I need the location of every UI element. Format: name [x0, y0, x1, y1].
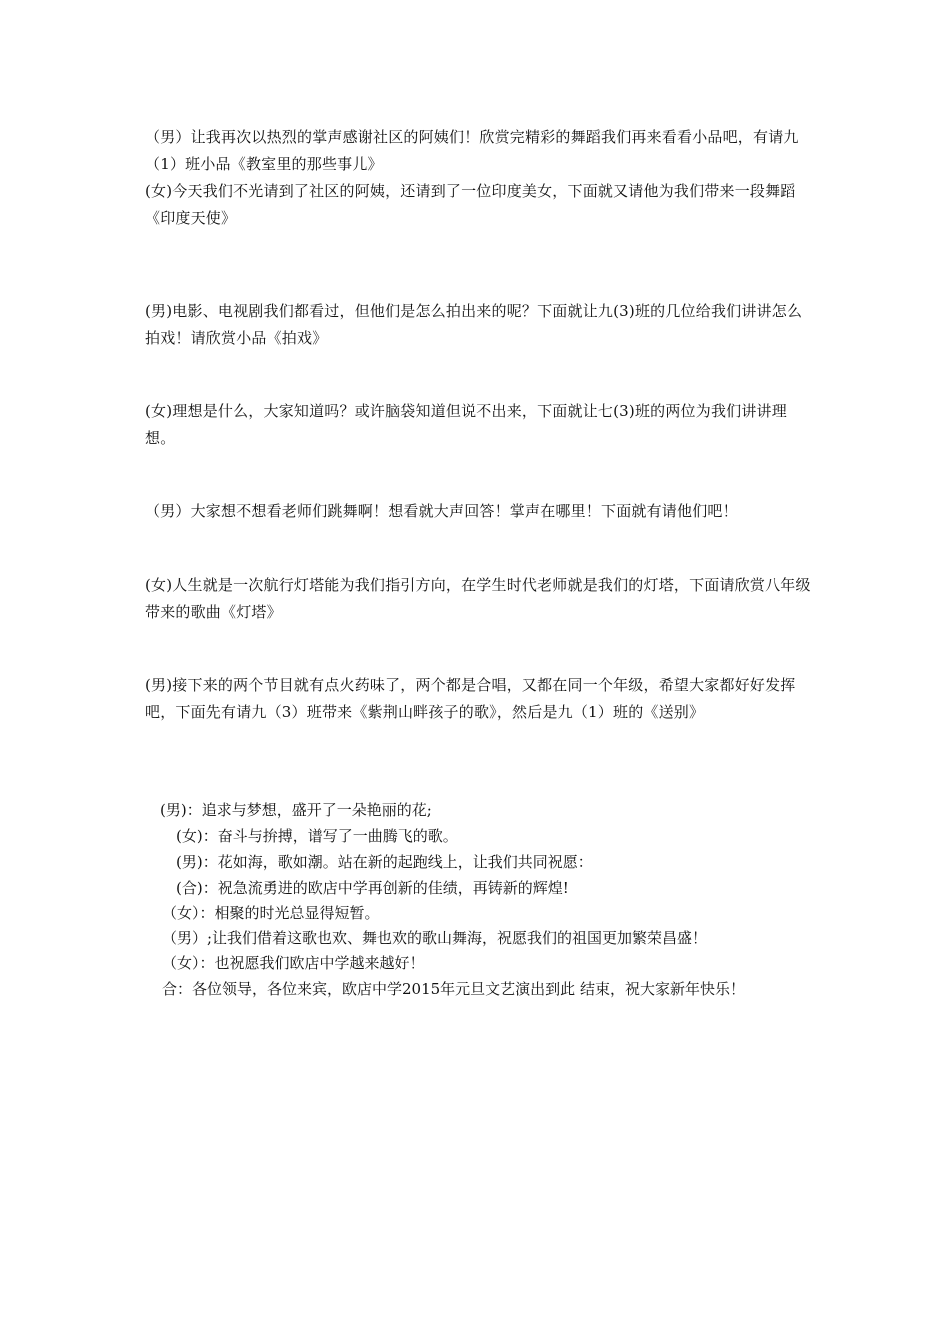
closing-line-8: 合：各位领导，各位来宾，欧店中学2015年元旦文艺演出到此 结束，祝大家新年快乐！	[162, 980, 745, 998]
script-paragraph-7: (男)接下来的两个节目就有点火药味了，两个都是合唱，又都在同一个年级，希望大家都好好发挥吧，下面先有请九（3）班带来《紫荆山畔孩子的歌》，然后是九（1）班的《送别》	[145, 676, 796, 721]
script-paragraph-6: (女)人生就是一次航行灯塔能为我们指引方向，在学生时代老师就是我们的灯塔，下面请欣赏八年级带来的歌曲《灯塔》	[145, 576, 811, 621]
closing-line-6: （男）;让我们借着这歌也欢、舞也欢的歌山舞海，祝愿我们的祖国更加繁荣昌盛！	[162, 929, 708, 947]
script-paragraph-3: (男)电影、电视剧我们都看过，但他们是怎么拍出来的呢？下面就让九(3)班的几位给我们讲讲怎么拍戏！请欣赏小品《拍戏》	[145, 302, 803, 347]
script-paragraph-5: （男）大家想不想看老师们跳舞啊！想看就大声回答！掌声在哪里！下面就有请他们吧！	[145, 502, 738, 520]
script-paragraph-4: (女)理想是什么，大家知道吗？或许脑袋知道但说不出来，下面就让七(3)班的两位为我们讲讲理想。	[145, 402, 787, 447]
closing-line-5: （女）：相聚的时光总显得短暂。	[162, 904, 380, 922]
closing-line-1: (男)：追求与梦想，盛开了一朵艳丽的花;	[160, 801, 432, 819]
script-paragraph-2: (女)今天我们不光请到了社区的阿姨，还请到了一位印度美女，下面就又请他为我们带来一段舞蹈《印度天使》	[145, 182, 796, 227]
closing-line-7: （女）：也祝愿我们欧店中学越来越好！	[162, 954, 425, 972]
closing-line-2: (女)：奋斗与拚搏，谱写了一曲腾飞的歌。	[176, 827, 458, 845]
closing-line-4: (合)：祝急流勇进的欧店中学再创新的佳绩，再铸新的辉煌!	[176, 879, 569, 897]
script-paragraph-1: （男）让我再次以热烈的掌声感谢社区的阿姨们！欣赏完精彩的舞蹈我们再来看看小品吧，有请九（1）班小品《教室里的那些事儿》	[145, 128, 799, 173]
closing-line-3: (男)：花如海，歌如潮。站在新的起跑线上，让我们共同祝愿：	[176, 853, 593, 871]
